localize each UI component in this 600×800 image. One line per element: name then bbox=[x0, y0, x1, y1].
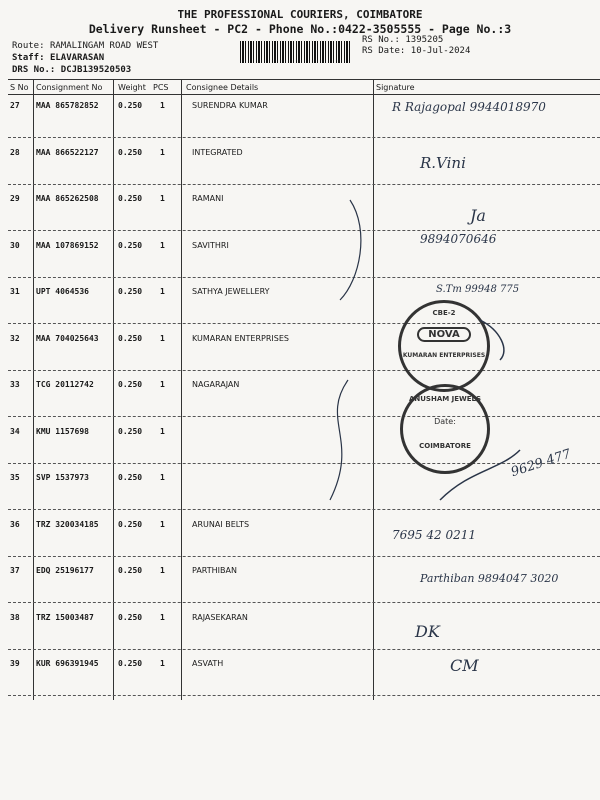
signature-row-31: S.Tm 99948 775 bbox=[436, 284, 520, 295]
cell-sno: 31 bbox=[10, 287, 20, 296]
rs-date-label: RS Date: bbox=[362, 46, 406, 56]
drs-label: DRS No.: bbox=[12, 65, 56, 75]
cell-weight: 0.250 bbox=[118, 287, 143, 296]
row-divider bbox=[8, 556, 600, 557]
staff-label: Staff: bbox=[12, 53, 45, 63]
cell-pcs: 1 bbox=[160, 194, 165, 203]
cell-weight: 0.250 bbox=[118, 380, 143, 389]
rs-date-line bbox=[362, 46, 470, 56]
table-row bbox=[8, 609, 600, 650]
row-divider bbox=[8, 509, 600, 510]
cell-weight: 0.250 bbox=[118, 240, 143, 250]
cell-weight: 0.250 bbox=[118, 194, 143, 203]
signature-row-27: R Rajagopal 9944018970 bbox=[392, 100, 546, 114]
signature-row-35: 9629 477 bbox=[509, 446, 573, 481]
cell-weight: 0.250 bbox=[118, 473, 143, 482]
cell-consignment: UPT 4064536 bbox=[36, 287, 89, 296]
stamp-name: ANUSHAM JEWELS bbox=[408, 395, 482, 403]
stamp-name: KUMARAN ENTERPRISES bbox=[402, 352, 486, 359]
cell-consignment: MAA 107869152 bbox=[36, 240, 99, 250]
cell-pcs: 1 bbox=[160, 333, 165, 343]
cell-pcs: 1 bbox=[160, 519, 165, 529]
stamp-logo: NOVA bbox=[417, 327, 471, 342]
cell-consignee: ARUNAI BELTS bbox=[192, 519, 250, 529]
signature-row-36: 7695 42 0211 bbox=[392, 528, 476, 542]
col-consignee: Consignee Details bbox=[186, 83, 259, 92]
cell-weight: 0.250 bbox=[118, 426, 143, 436]
cell-consignee: SURENDRA KUMAR bbox=[192, 101, 268, 110]
cell-pcs: 1 bbox=[160, 566, 165, 575]
rs-no-line bbox=[362, 35, 443, 45]
cell-sno: 36 bbox=[10, 519, 20, 529]
company-title: THE PROFESSIONAL COURIERS, COIMBATORE bbox=[177, 8, 423, 21]
cell-sno: 34 bbox=[10, 426, 20, 436]
row-divider bbox=[8, 277, 600, 278]
cell-sno: 38 bbox=[10, 612, 20, 622]
signature-row-30: 9894070646 bbox=[420, 232, 497, 246]
cell-consignment: MAA 704025643 bbox=[36, 333, 99, 343]
table-row bbox=[8, 190, 600, 231]
cell-weight: 0.250 bbox=[118, 659, 143, 668]
cell-consignment: TCG 20112742 bbox=[36, 380, 94, 389]
cell-consignee: PARTHIBAN bbox=[192, 566, 237, 575]
row-divider bbox=[8, 695, 600, 696]
cell-weight: 0.250 bbox=[118, 101, 143, 110]
cell-consignee: ASVATH bbox=[192, 659, 224, 668]
cell-weight: 0.250 bbox=[118, 519, 143, 529]
cell-consignee: RAJASEKARAN bbox=[192, 612, 248, 622]
row-divider bbox=[8, 463, 600, 464]
staff-value: ELAVARASAN bbox=[49, 53, 105, 63]
table-row bbox=[8, 376, 600, 417]
cell-sno: 29 bbox=[10, 194, 20, 203]
cell-sno: 33 bbox=[10, 380, 20, 389]
row-divider bbox=[8, 602, 600, 603]
cell-sno: 35 bbox=[10, 473, 20, 482]
cell-consignment: MAA 865262508 bbox=[36, 194, 99, 203]
cell-sno: 37 bbox=[10, 566, 20, 575]
row-divider bbox=[8, 230, 600, 231]
cell-pcs: 1 bbox=[160, 659, 165, 668]
table-header-rule bbox=[8, 94, 600, 95]
cell-consignment: SVP 1537973 bbox=[36, 473, 89, 482]
cell-consignee: KUMARAN ENTERPRISES bbox=[192, 333, 289, 343]
cell-weight: 0.250 bbox=[118, 566, 143, 575]
cell-consignment: KMU 1157698 bbox=[36, 426, 89, 436]
cell-consignee: SATHYA JEWELLERY bbox=[192, 287, 270, 296]
cell-pcs: 1 bbox=[160, 473, 165, 482]
drs-line bbox=[12, 65, 131, 75]
cell-pcs: 1 bbox=[160, 240, 165, 250]
table-row bbox=[8, 423, 600, 464]
cell-sno: 32 bbox=[10, 333, 20, 343]
col-pcs: PCS bbox=[153, 83, 169, 92]
cell-consignee: SAVITHRI bbox=[192, 240, 229, 250]
cell-pcs: 1 bbox=[160, 426, 165, 436]
table-row bbox=[8, 237, 600, 278]
cell-consignment: KUR 696391945 bbox=[36, 659, 99, 668]
cell-sno: 28 bbox=[10, 147, 20, 157]
cell-pcs: 1 bbox=[160, 287, 165, 296]
signature-row-38: DK bbox=[415, 622, 440, 641]
cell-sno: 30 bbox=[10, 240, 20, 250]
cell-consignment: TRZ 15003487 bbox=[36, 612, 94, 622]
drs-value: DCJB139520503 bbox=[60, 65, 132, 75]
table-row bbox=[8, 655, 600, 696]
table-header bbox=[8, 80, 600, 94]
stamp-code: CBE-2 bbox=[432, 309, 456, 317]
cell-sno: 39 bbox=[10, 659, 20, 668]
cell-consignment: MAA 865782852 bbox=[36, 101, 99, 110]
cell-consignment: TRZ 320034185 bbox=[36, 519, 99, 529]
route-line bbox=[12, 41, 158, 51]
cell-weight: 0.250 bbox=[118, 333, 143, 343]
cell-weight: 0.250 bbox=[118, 147, 143, 157]
rs-no-label: RS No.: bbox=[362, 35, 400, 45]
row-divider bbox=[8, 184, 600, 185]
kumaran-enterprises-stamp bbox=[398, 300, 490, 392]
stamp-city: COIMBATORE bbox=[419, 442, 471, 450]
cell-consignment: EDQ 25196177 bbox=[36, 566, 94, 575]
route-value: RAMALINGAM ROAD WEST bbox=[49, 41, 159, 51]
runsheet-title: Delivery Runsheet - PC2 - Phone No.:0422-3505555 - Page No.:3 bbox=[88, 22, 512, 36]
table-row bbox=[8, 144, 600, 185]
anusham-jewels-stamp bbox=[400, 384, 490, 474]
row-divider bbox=[8, 649, 600, 650]
cell-consignee: INTEGRATED bbox=[192, 147, 243, 157]
row-divider bbox=[8, 416, 600, 417]
rs-no-value: 1395205 bbox=[405, 35, 444, 45]
route-label: Route: bbox=[12, 41, 45, 51]
cell-pcs: 1 bbox=[160, 101, 165, 110]
row-divider bbox=[8, 137, 600, 138]
table-row bbox=[8, 516, 600, 557]
stamp-date: Date: bbox=[434, 417, 456, 426]
signature-row-39: CM bbox=[450, 656, 479, 675]
cell-consignment: MAA 866522127 bbox=[36, 147, 99, 157]
cell-consignee: NAGARAJAN bbox=[192, 380, 240, 389]
signature-row-37: Parthiban 9894047 3020 bbox=[420, 572, 559, 585]
cell-consignee: RAMANI bbox=[192, 194, 224, 203]
col-sno: S No bbox=[10, 83, 29, 92]
table-row bbox=[8, 330, 600, 371]
row-divider bbox=[8, 370, 600, 371]
col-weight: Weight bbox=[118, 83, 146, 92]
cell-sno: 27 bbox=[10, 101, 20, 110]
cell-weight: 0.250 bbox=[118, 612, 143, 622]
cell-pcs: 1 bbox=[160, 147, 165, 157]
signature-row-28: R.Vini bbox=[420, 154, 466, 172]
row-divider bbox=[8, 323, 600, 324]
cell-pcs: 1 bbox=[160, 612, 165, 622]
signature-row-29: Ja bbox=[470, 206, 486, 225]
staff-line bbox=[12, 53, 104, 63]
col-consignment: Consignment No bbox=[36, 83, 103, 92]
cell-pcs: 1 bbox=[160, 380, 165, 389]
rs-date-value: 10-Jul-2024 bbox=[410, 46, 471, 56]
col-signature: Signature bbox=[376, 83, 415, 92]
barcode bbox=[240, 41, 352, 63]
